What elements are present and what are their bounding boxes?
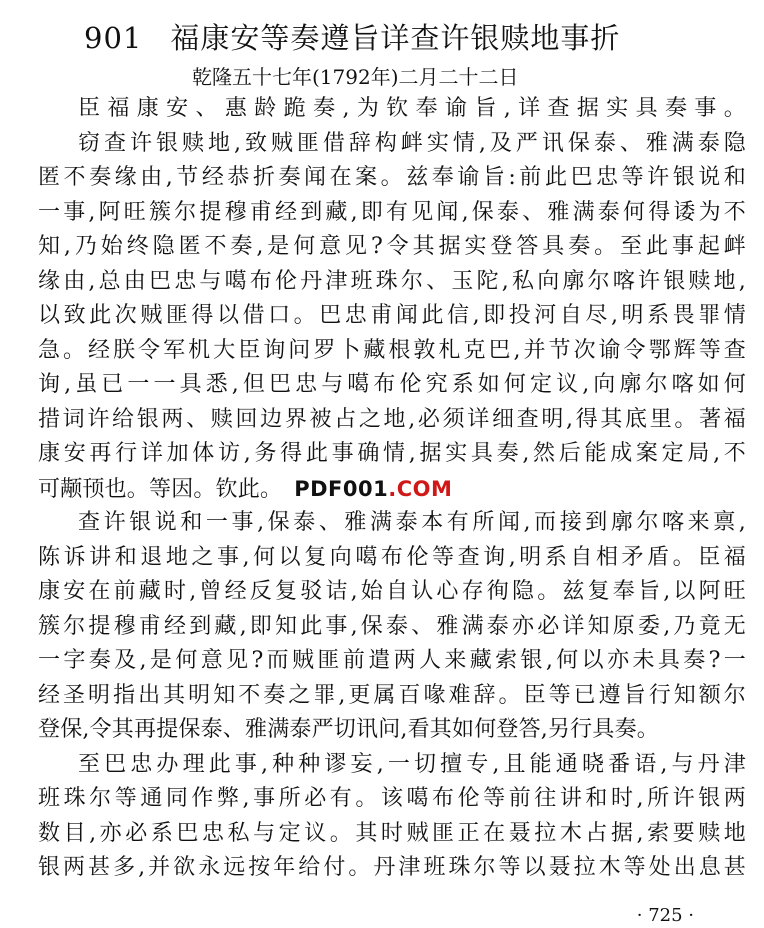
text-line: 询,虽已一一具悉,但巴忠与噶布伦究系如何定议,向廓尔喀如何 (38, 372, 746, 397)
text-line: 知,乃始终隐匿不奏,是何意见?令其据实登答具奏。至此事起衅 (38, 234, 746, 259)
text-line: 急。经朕令军机大臣询问罗卜藏根敦札克巴,并节次谕令鄂辉等查 (38, 337, 746, 363)
text-line: 簇尔提穆甫经到藏,即知此事,保泰、雅满泰亦必详知原委,乃竟无 (38, 613, 746, 639)
text-line: 数目,亦必系巴忠私与定议。其时贼匪正在聂拉木占据,索要赎地 (38, 820, 746, 846)
text-line: 登保,令其再提保泰、雅满泰严切讯问,看其如何登答,另行具奏。 (38, 717, 659, 742)
document-title: 福康安等奏遵旨详查许银赎地事折 (170, 21, 621, 55)
document-number: 901 (84, 21, 143, 55)
text-line: 康安再行详加体访,务得此事确情,据实具奏,然后能成案定局,不 (38, 441, 746, 466)
text-line: 一事,阿旺簇尔提穆甫经到藏,即有见闻,保泰、雅满泰何得诿为不 (38, 199, 746, 225)
watermark-part1: PDF001 (294, 476, 389, 501)
text-line: 缘由,总由巴忠与噶布伦丹津班珠尔、玉陀,私向廓尔喀许银赎地, (38, 268, 746, 294)
text-line: 班珠尔等通同作弊,事所必有。该噶布伦等前往讲和时,所许银两 (38, 786, 746, 811)
text-line: 至巴忠办理此事,种种谬妄,一切擅专,且能通晓番语,与丹津 (78, 751, 746, 777)
document-date: 乾隆五十七年(1792年)二月二十二日 (192, 65, 519, 89)
text-line: 以致此次贼匪得以借口。巴忠甫闻此信,即投河自尽,明系畏罪情 (38, 303, 746, 328)
body-text (38, 92, 746, 886)
watermark-part2: .COM (388, 476, 453, 501)
text-line: 康安在前藏时,曾经反复驳诘,始自认心存徇隐。兹复奉旨,以阿旺 (38, 579, 746, 604)
text-line: 措词许给银两、赎回边界被占之地,必须详细查明,得其底里。著福 (38, 406, 746, 432)
text-line: 臣福康安、惠龄跪奏,为钦奉谕旨,详查据实具奏事。 (78, 96, 746, 121)
watermark (294, 477, 452, 501)
document-header (84, 16, 744, 60)
text-line: 银两甚多,并欲永远按年给付。丹津班珠尔等以聂拉木等处出息甚 (38, 855, 746, 880)
text-line: 匿不奏缘由,节经恭折奏闻在案。兹奉谕旨:前此巴忠等许银说和 (38, 165, 746, 190)
text-line: 可颟顸也。等因。钦此。 (38, 476, 283, 502)
text-line: 窃查许银赎地,致贼匪借辞构衅实情,及严讯保泰、雅满泰隐 (78, 130, 746, 156)
text-line: 陈诉讲和退地之事,何以复向噶布伦等查询,明系自相矛盾。臣福 (38, 544, 746, 570)
page-number: · 725 · (636, 906, 694, 926)
text-line: 经圣明指出其明知不奏之罪,更属百喙难辞。臣等已遵旨行知额尔 (38, 682, 746, 708)
text-line: 查许银说和一事,保泰、雅满泰本有所闻,而接到廓尔喀来禀, (78, 510, 746, 535)
text-line: 一字奏及,是何意见?而贼匪前遣两人来藏索银,何以亦未具奏?一 (38, 648, 746, 673)
text-line-with-watermark (38, 472, 746, 507)
